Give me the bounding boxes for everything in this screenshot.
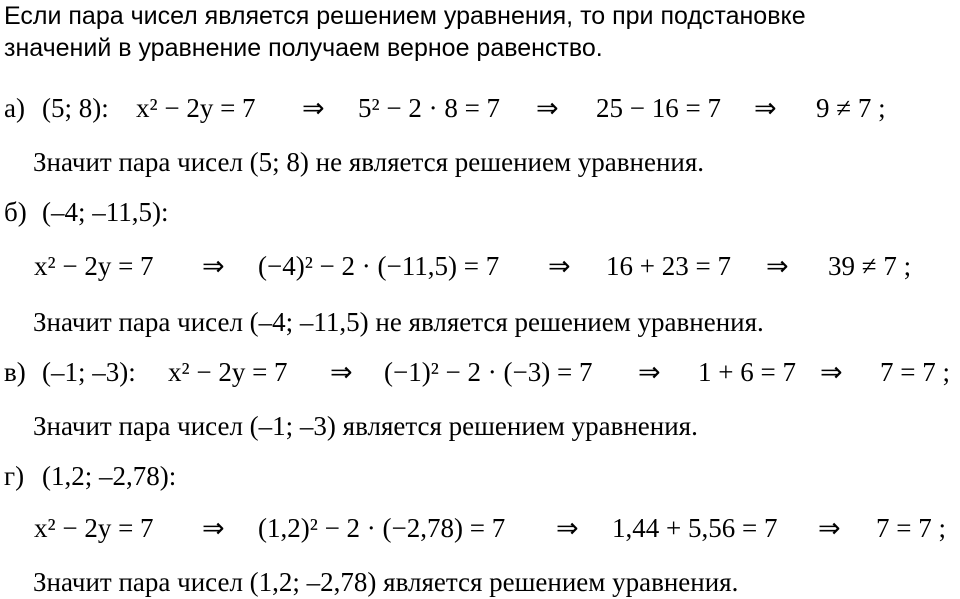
intro-line-2: значений в уравнение получаем верное равенство.: [4, 34, 603, 62]
implies-arrow: ⇒: [766, 251, 789, 281]
part-d-evaluation: 1,44 + 5,56 = 7: [612, 513, 778, 543]
implies-arrow: ⇒: [536, 93, 559, 123]
part-b-pair: (–4; –11,5):: [42, 197, 169, 227]
part-c-label: в): [4, 357, 26, 387]
part-c-substitution: (−1)² − 2 · (−3) = 7: [384, 357, 593, 387]
implies-arrow: ⇒: [202, 251, 225, 281]
implies-arrow: ⇒: [556, 513, 579, 543]
part-d-pair: (1,2; –2,78):: [42, 461, 177, 491]
part-a-result: 9 ≠ 7 ;: [816, 93, 886, 123]
implies-arrow: ⇒: [330, 357, 353, 387]
part-d-conclusion: Значит пара чисел (1,2; –2,78) является решением уравнения.: [33, 567, 739, 597]
intro-line-1: Если пара чисел является решением уравнения, то при подстановке: [4, 2, 806, 30]
implies-arrow: ⇒: [548, 251, 571, 281]
part-d-result: 7 = 7 ;: [876, 513, 946, 543]
part-c-pair: (–1; –3):: [42, 357, 136, 387]
implies-arrow: ⇒: [820, 357, 843, 387]
part-c-evaluation: 1 + 6 = 7: [698, 357, 796, 387]
part-a-label: а): [4, 93, 25, 123]
part-a-pair: (5; 8):: [42, 93, 109, 123]
part-a-substitution: 5² − 2 · 8 = 7: [358, 93, 501, 123]
part-b-label: б): [4, 197, 27, 227]
part-a-evaluation: 25 − 16 = 7: [596, 93, 721, 123]
part-c-conclusion: Значит пара чисел (–1; –3) является решением уравнения.: [33, 411, 698, 441]
part-b-conclusion: Значит пара чисел (–4; –11,5) не является решением уравнения.: [33, 307, 764, 337]
part-b-evaluation: 16 + 23 = 7: [606, 251, 731, 281]
implies-arrow: ⇒: [302, 93, 325, 123]
implies-arrow: ⇒: [638, 357, 661, 387]
implies-arrow: ⇒: [754, 93, 777, 123]
part-d-substitution: (1,2)² − 2 · (−2,78) = 7: [258, 513, 506, 543]
implies-arrow: ⇒: [818, 513, 841, 543]
part-b-equation: x² − 2y = 7: [34, 251, 154, 281]
part-d-label: г): [4, 461, 25, 491]
implies-arrow: ⇒: [202, 513, 225, 543]
part-c-equation: x² − 2y = 7: [168, 357, 288, 387]
part-a-conclusion: Значит пара чисел (5; 8) не является решением уравнения.: [33, 147, 705, 177]
part-b-result: 39 ≠ 7 ;: [828, 251, 912, 281]
part-b-substitution: (−4)² − 2 · (−11,5) = 7: [258, 251, 500, 281]
part-d-equation: x² − 2y = 7: [34, 513, 154, 543]
part-a-equation: x² − 2y = 7: [136, 93, 256, 123]
part-c-result: 7 = 7 ;: [880, 357, 950, 387]
